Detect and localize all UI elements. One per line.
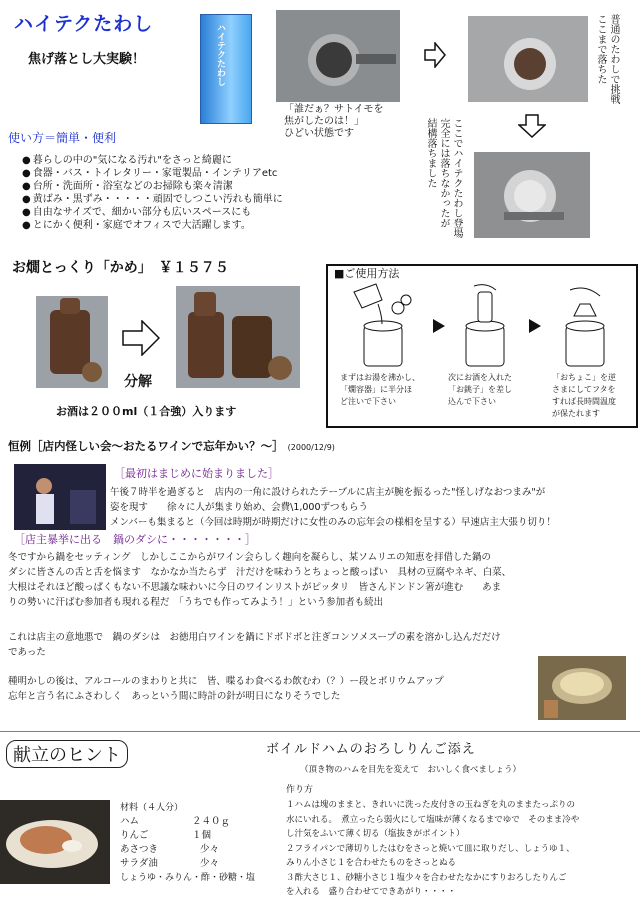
photo-event-party — [14, 464, 106, 530]
kame-capacity: お酒は２００ml（１合強）入ります — [56, 405, 237, 418]
choko-lid-icon — [556, 282, 616, 370]
method-steps: １ハムは塊のままと、きれいに洗った皮付きの玉ねぎを丸のままたっぷりの 水にいれる。 煮立ったら弱火にして塩味が薄くなるまでゆで そのまま冷や し汁気をふいて薄く切る（塩抜きがポイント） ２フライパンで薄切りしたはむをさっと焼いて皿に取りだし、しょうゆ１、 みりん小さじ１を合わせたものをさっとぬる ３酢大さじ１、砂糖小さじ１塩少々を合わせたなかにすりおろしたりんご を入れる 盛り合わせてできあがり・・・・ — [286, 800, 580, 897]
direction-step-3: 「おちょこ」を逆 さまにしてフタを すれば長時間温度 が保たれます — [552, 373, 616, 418]
photo-kame-assembled — [36, 296, 108, 388]
arrow-down-icon — [518, 114, 546, 138]
caption-burnt: 「誰だぁ？サトイモを 焦がしたのは！」 ひどい状態です — [284, 104, 384, 139]
event-section1-heading: ［最初はまじめに始まりました］ — [114, 467, 279, 480]
method-heading: 作り方 — [286, 785, 314, 795]
caption-hitech-tawashi: ここでハイテクたわし登場 完全には落ちなかったが 結構落ちました — [425, 118, 462, 238]
direction-step-1: まずはお湯を沸かし、 「燗容器」に半分ほ ど注いで下さい — [340, 373, 420, 406]
usage-list — [22, 154, 283, 232]
step-arrow-icon — [432, 318, 446, 334]
direction-step-2: 次にお酒を入れた 「お銚子」を差し 込んで下さい — [448, 373, 512, 406]
kame-bunkai-label: 分解 — [124, 374, 152, 390]
page-subtitle: 焦げ落とし大実験！ — [28, 52, 146, 67]
caption-normal-tawashi: 普通のたわしで挑戦 ここまで落ちた — [595, 14, 619, 104]
insert-tokkuri-icon — [456, 282, 516, 370]
photo-after-normal-tawashi — [468, 16, 588, 102]
photo-burnt-pan — [276, 10, 400, 102]
usage-heading: 使い方＝簡単・便利 — [8, 131, 117, 145]
event-date: (2000/12/9) — [287, 443, 335, 452]
package-label: ハイテクたわし — [215, 23, 225, 86]
list-item: ● 黄ばみ・黒ずみ・・・・・頑固でしつこい汚れも簡単に — [22, 193, 283, 206]
photo-ham-dish — [0, 800, 110, 884]
section-divider — [0, 731, 640, 732]
list-item: ● 自由なサイズで、細かい部分も広いスペースにも — [22, 206, 283, 219]
event-section2-body: 冬ですから鍋をセッティング しかしここからがワイン会らしく趣向を凝らし、某ソムリエの知恵を拝借した鍋の ダシに皆さんの舌と舌を悩ます なかなか当たらず 汁だけを味わうとちょっと酸っぱい 具材の豆腐やネギ、白菜、 大根はそれほど酸っぱくもない不思議な味わいに今日のワインリストがピッタリ 皆さんドンドン箸が進む あま りの勢いに汗ばむ参加者も現れる程だ 「うちでも作ってみよう！」という参加者も続出 — [8, 552, 512, 608]
recipe-title: ボイルドハムのおろしりんご添え — [266, 742, 476, 757]
photo-kame-disassembled — [176, 286, 300, 388]
photo-nabe-pot — [538, 656, 626, 720]
event-section2-heading: ［店主暴挙に出る 鍋のダシに・・・・・・・］ — [14, 533, 256, 546]
event-para3: これは店主の意地悪で 鍋のダシは お徳用白ワインを鍋にドボドボと注ぎコンソメスープの素を溶かし込んだだけ であった — [8, 632, 501, 658]
page-title: ハイテクたわし — [14, 13, 154, 35]
list-item: ● とにかく便利・家庭でオフィスで大活躍します。 — [22, 219, 283, 232]
recipe-subtitle: （頂き物のハムを目先を変えて おいしく食べましょう） — [300, 765, 522, 775]
arrow-right-icon — [424, 42, 446, 68]
recipe-hint-label: 献立のヒント — [6, 740, 128, 768]
ingredients-heading: 材料（４人分） — [120, 803, 184, 813]
event-title: 恒例［店内怪しい会〜おたるワインで忘年かい？〜］ (2000/12/9) — [8, 439, 335, 453]
list-item: ● 台所・洗面所・浴室などのお掃除も楽々清潔 — [22, 180, 283, 193]
product-package-image — [200, 14, 252, 124]
step-arrow-icon — [528, 318, 542, 334]
kame-title: お燗とっくり「かめ」 ￥１５７５ — [12, 260, 229, 276]
kettle-pouring-icon — [348, 282, 418, 370]
event-section1-body: 午後７時半を過ぎると 店内の一角に設けられたテーブルに店主が腕を振るった"怪しげなおつまみ"が 姿を現す 徐々に人が集まり始め、会費\1,000ずつもらう メンバーも集まると（今回は時期が時期だけに女性のみの忘年会の様相を呈する）早速店主大張り切り！ — [110, 487, 556, 528]
arrow-right-icon — [122, 320, 160, 356]
list-item: ● 暮らしの中の"気になる汚れ"をさっと綺麗に — [22, 154, 283, 167]
list-item: ● 食器・バス・トイレタリー・家電製品・インテリアetc — [22, 167, 283, 180]
directions-heading: ■ご使用方法 — [334, 267, 400, 280]
photo-after-hitech-tawashi — [474, 152, 590, 238]
event-para4: 種明かしの後は、アルコールのまわりと共に 皆、喋るわ食べるわ飲むわ（？）ー段とボリウムアップ 忘年と言う名にふさわしく あっという間に時計の針が明日になりそうでした — [8, 676, 444, 702]
